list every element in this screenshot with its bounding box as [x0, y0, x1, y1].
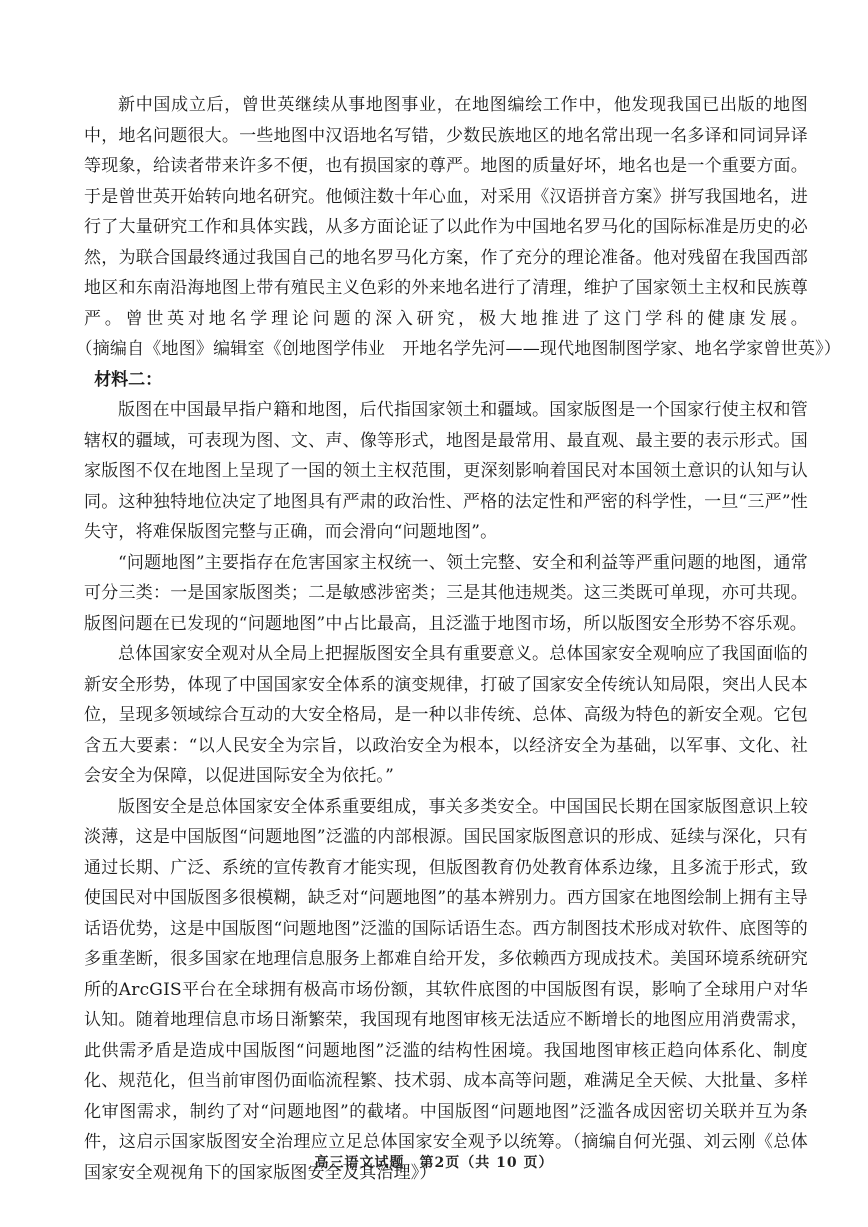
- paragraph-problem-maps: “问题地图”主要指存在危害国家主权统一、领土完整、安全和利益等严重问题的地图，通常可分三类：一是国家版图类；二是敏感涉密类；三是其他违规类。这三类既可单现，亦可共现。版图问题在已发现的“问题地图”中占比最高，且泛滥于地图市场，所以版图安全形势不容乐观。: [84, 552, 808, 634]
- source-citation-1: （摘编自《地图》编辑室《创地图学伟业 开地名学先河——现代地图制图学家、地名学家曾世英》）: [84, 339, 841, 359]
- document-body: [84, 90, 841, 1188]
- source-citation-2: （摘编自何光强、刘云刚《总体国家安全观视角下的国家版图安全及其治理》）: [84, 1132, 808, 1183]
- material-two-heading: 材料二：: [94, 369, 163, 390]
- paragraph-material1: [84, 90, 841, 365]
- page-footer: 高三语文试题 第2页（共 10 页）: [314, 1155, 554, 1171]
- paragraph-territory-definition: 版图在中国最早指户籍和地图，后代指国家领土和疆域。国家版图是一个国家行使主权和管辖权的疆域，可表现为图、文、声、像等形式，地图是最常用、最直观、最主要的表示形式。国家版图不仅在地图上呈现了一国的领土主权范围，更深刻影响着国民对本国领土意识的认知与认同。这种独特地位决定了地图具有严肃的政治性、严格的法定性和严密的科学性，一旦“三严”性失守，将难保版图完整与正确，而会滑向“问题地图”。: [84, 400, 808, 542]
- paragraph-text: 新中国成立后，曾世英继续从事地图事业，在地图编绘工作中，他发现我国已出版的地图中，地名问题很大。一些地图中汉语地名写错，少数民族地区的地名常出现一名多译和同词异译等现象，给读者带来许多不便，也有损国家的尊严。地图的质量好坏，地名也是一个重要方面。于是曾世英开始转向地名研究。他倾注数十年心血，对采用《汉语拼音方案》拼写我国地名，进行了大量研究工作和具体实践，从多方面论证了以此作为中国地名罗马化的国际标准是历史的必然，为联合国最终通过我国自己的地名罗马化方案，作了充分的理论准备。他对残留在我国西部地区和东南沿海地图上带有殖民主义色彩的外来地名进行了清理，维护了国家领土主权和民族尊严。曾世英对地名学理论问题的深入研究，极大地推进了这门学科的健康发展。: [84, 95, 808, 329]
- paragraph-territory-security: [84, 792, 808, 1189]
- paragraph-security-concept: 总体国家安全观对从全局上把握版图安全具有重要意义。总体国家安全观响应了我国面临的新安全形势，体现了中国国家安全体系的演变规律，打破了国家安全传统认知局限，突出人民本位，呈现多领域综合互动的大安全格局，是一种以非传统、总体、高级为特色的新安全观。它包含五大要素：“以人民安全为宗旨，以政治安全为根本，以经济安全为基础，以军事、文化、社会安全为保障，以促进国际安全为依托。”: [84, 644, 808, 786]
- paragraph-text: 版图安全是总体国家安全体系重要组成，事关多类安全。中国国民长期在国家版图意识上较淡薄，这是中国版图“问题地图”泛滥的内部根源。国民国家版图意识的形成、延续与深化，只有通过长期、广泛、系统的宣传教育才能实现，但版图教育仍处教育体系边缘，且多流于形式，致使国民对中国版图多很模糊，缺乏对“问题地图”的基本辨别力。西方国家在地图绘制上拥有主导话语优势，这是中国版图“问题地图”泛滥的国际话语生态。西方制图技术形成对软件、底图等的多重垄断，很多国家在地理信息服务上都难自给开发，多依赖西方现成技术。美国环境系统研究所的ArcGIS平台在全球拥有极高市场份额，其软件底图的中国版图有误，影响了全球用户对华认知。随着地理信息市场日渐繁荣，我国现有地图审核无法适应不断增长的地图应用消费需求，此供需矛盾是造成中国版图“问题地图”泛滥的结构性困境。我国地图审核正趋向体系化、制度化、规范化，但当前审图仍面临流程繁、技术弱、成本高等问题，难满足全天候、大批量、多样化审图需求，制约了对“问题地图”的截堵。中国版图“问题地图”泛滥各成因密切关联并互为条件，这启示国家版图安全治理应立足总体国家安全观予以统筹。: [84, 796, 808, 1152]
